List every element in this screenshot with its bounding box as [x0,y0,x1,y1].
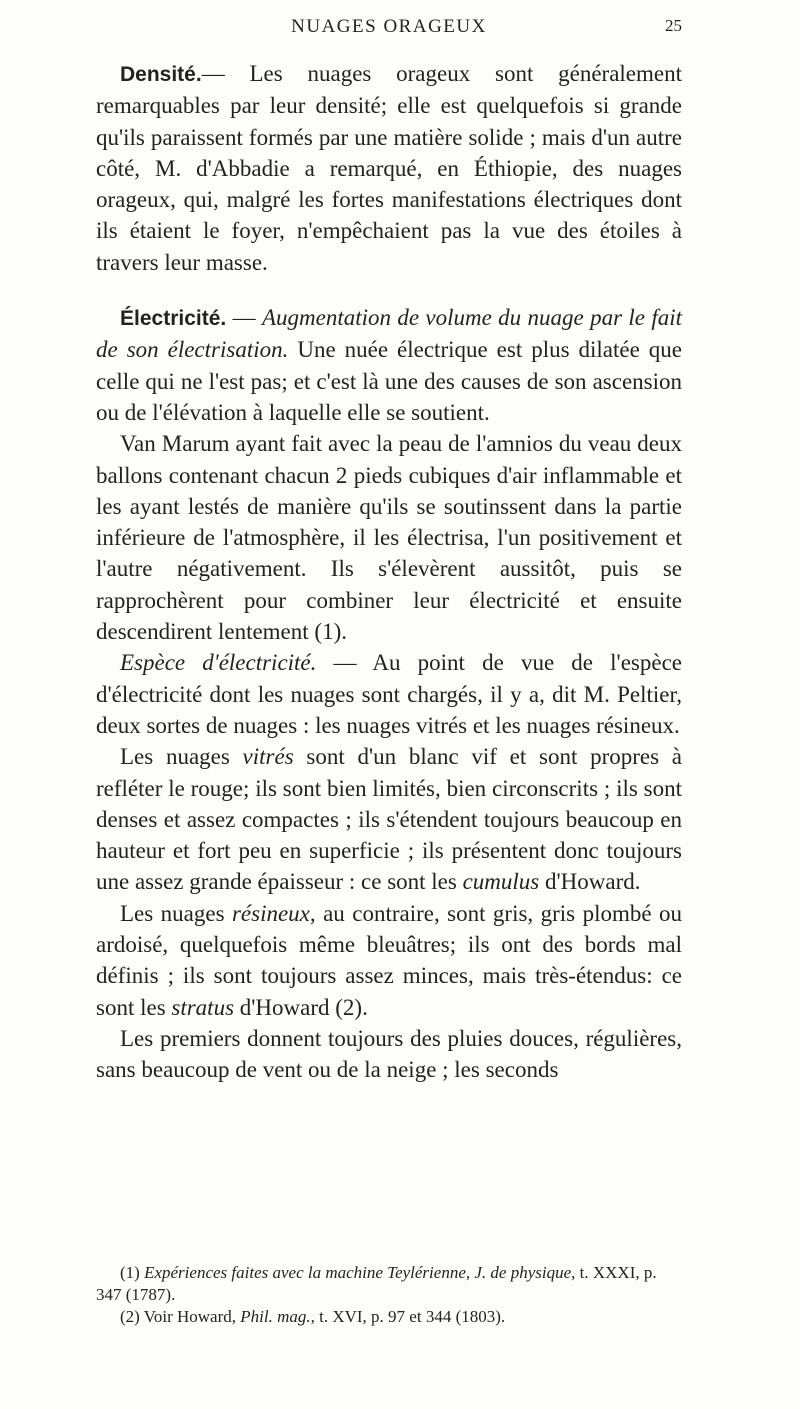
footnotes [96,1262,682,1328]
van-marum-text: Van Marum ayant fait avec la peau de l'amnios du veau deux ballons contenant chacun 2 pieds cubiques d'air inflammable et les ayant lestés de manière qu'ils se soutinssent dans la partie inférieure de l'atmosphère, il les électrisa, l'un positivement et l'autre négativement. Ils s'élevèrent aussitôt, puis se rapprochèrent pour combiner leur électricité et ensuite descendirent lentement (1). [96,431,682,645]
paragraph-densite [96,58,682,278]
paragraph-premiers [96,1023,682,1086]
running-title: NUAGES ORAGEUX [291,16,487,37]
electricite-text: Une nuée électrique est plus dilatée que celle qui ne l'est pas; et c'est là une des causes de son ascension ou de l'élévation à laquelle elle se soutient. [96,337,683,425]
vitres-before: Les nuages [120,744,243,770]
resineux-before: Les nuages [120,900,232,926]
espece-text: — Au point de vue de l'espèce d'électricité dont les nuages sont chargés, il y a, dit M. Peltier, deux sortes de nuages : les nuages vitrés et les nuages résineux. [96,650,682,738]
page-header [96,16,682,44]
paragraph-resineux [96,898,682,1023]
page-number: 25 [665,16,682,35]
premiers-text: Les premiers donnent toujours des pluies douces, régulières, sans beaucoup de vent ou de la neige ; les seconds [96,1025,682,1083]
footnote-1-title: Expériences faites avec la machine Teylérienne, J. de physique, [144,1263,576,1282]
resineux-after: d'Howard (2). [234,994,368,1020]
section-heading-densite: Densité. [120,63,202,86]
section-spacer [96,278,682,302]
page-body [96,58,682,1086]
footnote-1-ref: t. XXXI, p. 347 (1787). [96,1263,657,1304]
resineux-middle: au contraire, sont gris, gris plombé ou ardoisé, quelquefois même bleuâtres; ils ont des bords mal définis ; ils sont toujours assez minces, mais très-étendus: ce sont les [96,900,683,1020]
paragraph-electricite [96,302,682,428]
electricite-dash: — [226,305,262,331]
vitres-after: d'Howard. [539,869,641,895]
resineux-term: résineux, [231,900,316,926]
footnote-2 [96,1306,682,1328]
footnote-2-title: Phil. mag., [240,1307,315,1326]
paragraph-espece [96,647,682,741]
paragraph-vitres [96,741,682,897]
vitres-middle: sont d'un blanc vif et sont propres à refléter le rouge; ils sont bien limités, bien circonscrits ; ils sont denses et assez compactes ; ils s'étendent toujours beaucoup en hauteur et fort peu en superficie ; ils présentent donc toujours une assez grande épaisseur : ce sont les [96,744,682,895]
footnote-1-marker: (1) [120,1263,145,1282]
footnote-1 [96,1262,682,1306]
subheading-augmentation: Augmentation de volume du nuage par le fait de son électrisation. [96,305,683,363]
vitres-term: vitrés [242,744,294,770]
footnote-2-marker: (2) Voir Howard, [120,1307,241,1326]
paragraph-van-marum [96,428,682,647]
densite-text: — Les nuages orageux sont généralement remarquables par leur densité; elle est quelquefois si grande qu'ils paraissent formés par une matière solide ; mais d'un autre côté, M. d'Abbadie a remarqué, en Éthiopie, des nuages orageux, qui, malgré les fortes manifestations électriques dont ils étaient le foyer, n'empêchaient pas la vue des étoiles à travers leur masse. [96,61,682,275]
stratus-term: stratus [171,994,235,1020]
section-heading-electricite: Électricité. [120,307,227,331]
subheading-espece: Espèce d'électricité. [120,650,317,676]
cumulus-term: cumulus [462,869,540,895]
footnote-2-ref: t. XVI, p. 97 et 344 (1803). [314,1307,506,1326]
